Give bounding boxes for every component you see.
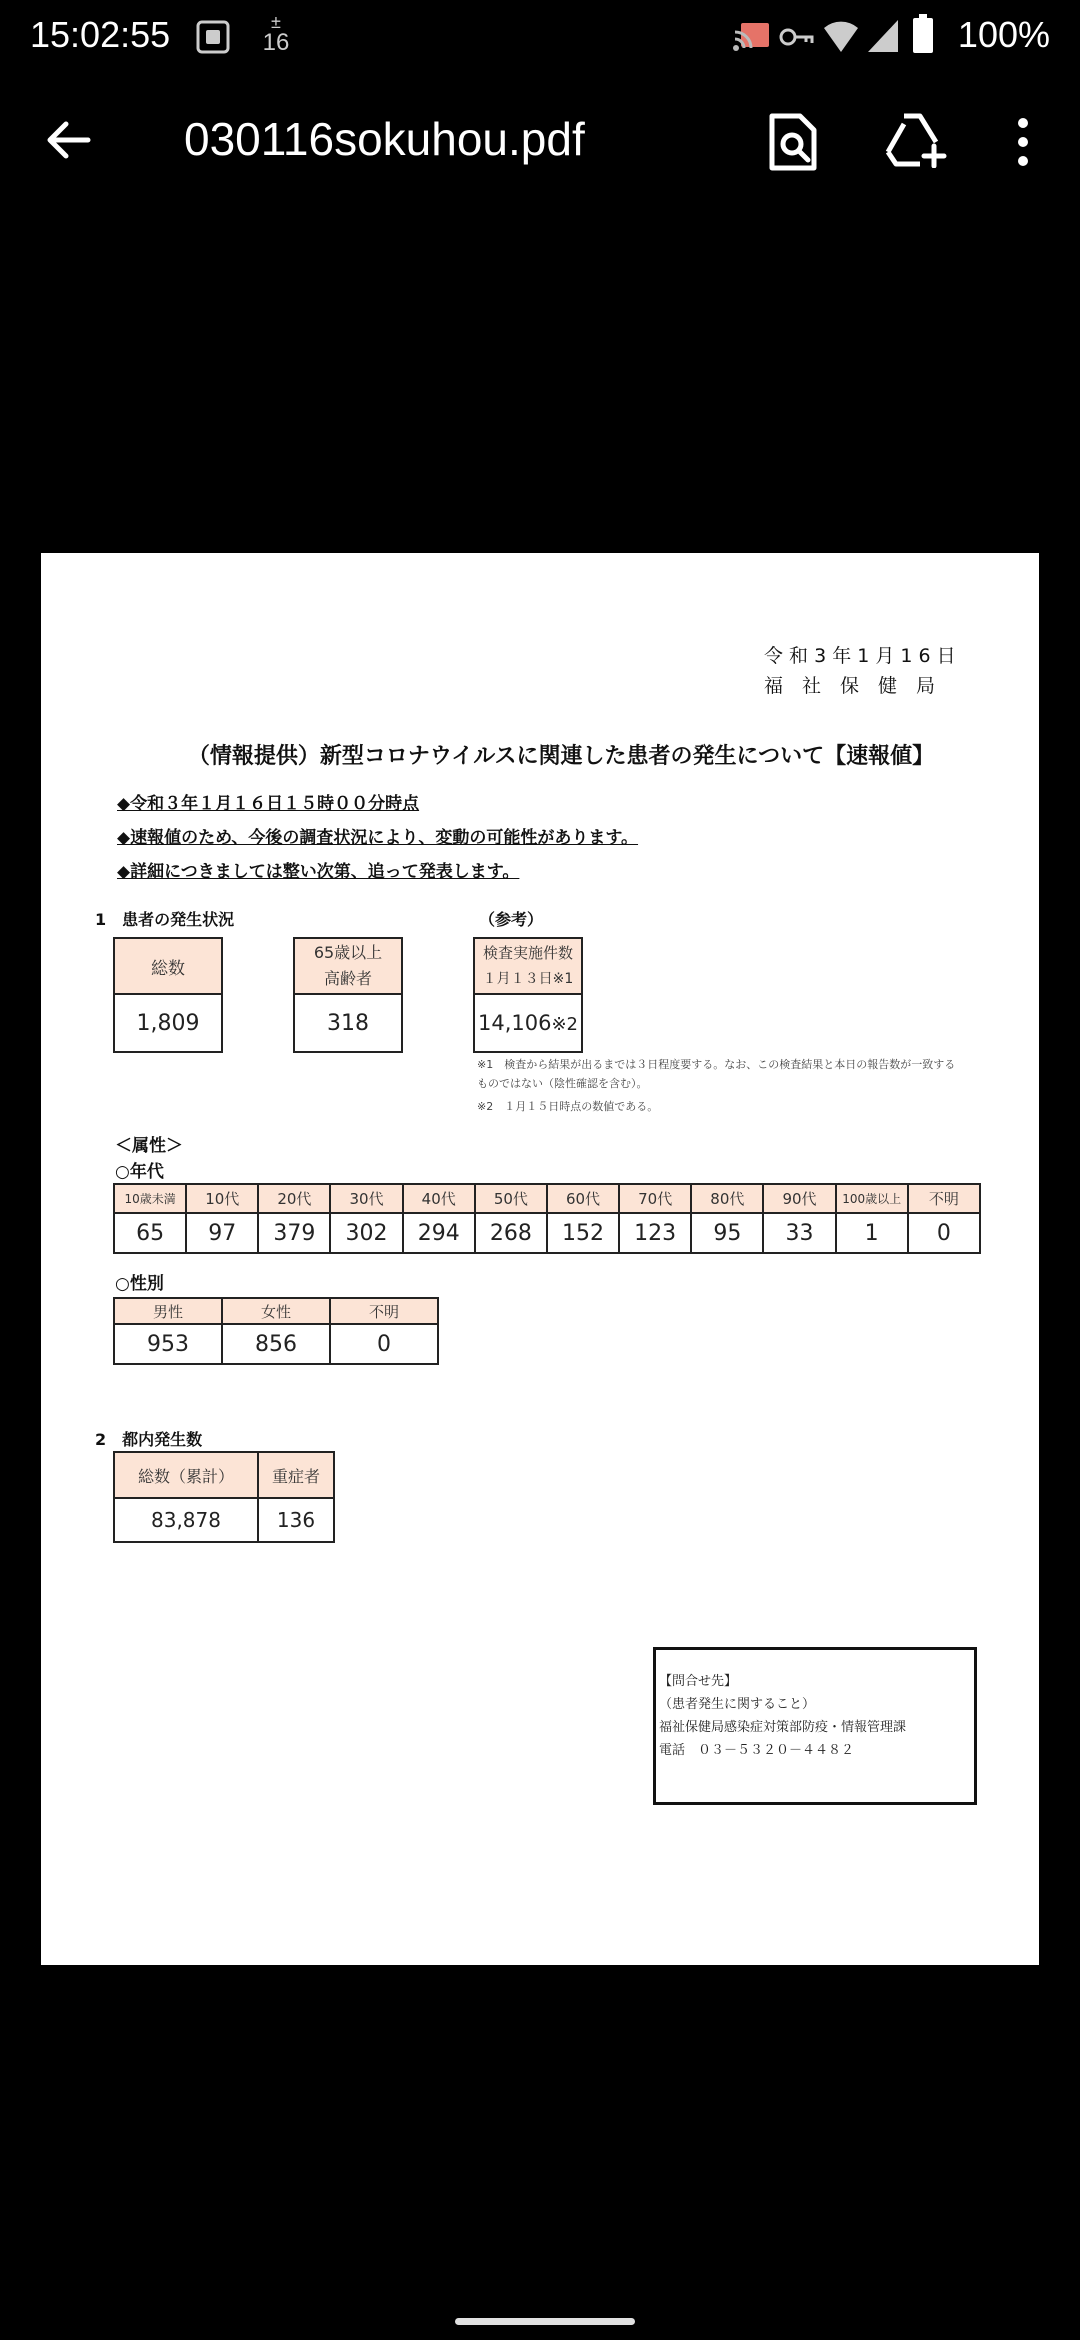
gender-header-cell: 男性 xyxy=(114,1298,222,1324)
vpn-key-icon xyxy=(778,22,816,52)
elderly-header-line2: 高齢者 xyxy=(323,969,372,988)
cumulative-value: 83,878 xyxy=(114,1498,258,1542)
total-header: 総数 xyxy=(114,938,222,994)
age-value-cell: 95 xyxy=(691,1213,763,1253)
more-options-icon[interactable] xyxy=(1010,116,1036,168)
total-table xyxy=(113,937,223,1053)
cumulative-table xyxy=(113,1451,335,1543)
gender-header-cell: 不明 xyxy=(330,1298,438,1324)
battery-percent: 100% xyxy=(957,14,1050,55)
gender-header-cell: 女性 xyxy=(222,1298,330,1324)
gender-value-cell: 0 xyxy=(330,1324,438,1364)
tests-value-mark: ※2 xyxy=(551,1014,579,1035)
cumulative-header: 総数（累計） xyxy=(114,1452,258,1498)
age-header-cell: 90代 xyxy=(763,1184,835,1213)
age-header-cell: 20代 xyxy=(258,1184,330,1213)
section2-heading: 2 都内発生数 xyxy=(95,1430,203,1449)
contact-department: 福祉保健局感染症対策部防疫・情報管理課 xyxy=(659,1720,907,1735)
age-header-cell: 40代 xyxy=(403,1184,475,1213)
age-value-cell: 97 xyxy=(186,1213,258,1253)
age-value-cell: 1 xyxy=(836,1213,908,1253)
note2: ※2 １月１５日時点の数値である。 xyxy=(477,1100,659,1113)
age-header-row xyxy=(114,1184,980,1213)
elderly-table xyxy=(293,937,403,1053)
document-date: 令 和 3 年 1 月 1 6 日 xyxy=(764,645,956,667)
age-value-cell: 379 xyxy=(258,1213,330,1253)
bullet-details: ◆詳細につきましては整い次第、追って発表します。 xyxy=(117,862,520,882)
tests-header-line2: １月１３日※1 xyxy=(482,971,574,987)
elderly-header xyxy=(294,938,402,994)
screenshot-icon xyxy=(196,20,230,54)
document-heading: （情報提供）新型コロナウイルスに関連した患者の発生について【速報値】 xyxy=(187,744,935,769)
gender-header-row xyxy=(114,1298,438,1324)
add-to-drive-icon[interactable] xyxy=(884,112,950,168)
wifi-icon xyxy=(822,18,860,54)
reference-label: （参考） xyxy=(479,910,544,929)
contact-subject: （患者発生に関すること） xyxy=(659,1697,816,1712)
age-header-cell: 60代 xyxy=(547,1184,619,1213)
battery-icon xyxy=(912,14,934,54)
age-value-row xyxy=(114,1213,980,1253)
total-value: 1,809 xyxy=(114,994,222,1052)
severe-header: 重症者 xyxy=(258,1452,334,1498)
age-header-cell: 100歳以上 xyxy=(836,1184,908,1213)
severe-value: 136 xyxy=(258,1498,334,1542)
gender-value-cell: 856 xyxy=(222,1324,330,1364)
back-arrow-icon[interactable] xyxy=(40,112,96,168)
contact-title: 【問合せ先】 xyxy=(659,1674,738,1689)
find-in-file-icon[interactable] xyxy=(766,112,820,172)
age-value-cell: 152 xyxy=(547,1213,619,1253)
age-value-cell: 65 xyxy=(114,1213,186,1253)
gender-value-cell: 953 xyxy=(114,1324,222,1364)
notification-badge-icon: ± 16 xyxy=(262,12,290,56)
tests-value-cell xyxy=(474,994,582,1052)
elderly-value: 318 xyxy=(294,994,402,1052)
cast-icon xyxy=(733,20,771,54)
age-label: ○年代 xyxy=(115,1162,164,1182)
age-value-cell: 123 xyxy=(619,1213,691,1253)
tests-table xyxy=(473,937,583,1053)
age-value-cell: 302 xyxy=(330,1213,402,1253)
note1-line1: ※1 検査から結果が出るまでは３日程度要する。なお、この検査結果と本日の報告数が一致する xyxy=(477,1058,956,1071)
contact-box xyxy=(653,1647,977,1805)
age-value-cell: 33 xyxy=(763,1213,835,1253)
contact-phone: 電話 ０３－５３２０－４４８２ xyxy=(659,1743,855,1758)
document-title: 030116sokuhou.pdf xyxy=(184,113,585,165)
age-header-cell: 不明 xyxy=(908,1184,980,1213)
pdf-page[interactable] xyxy=(41,553,1039,1965)
section1-heading: 1 患者の発生状況 xyxy=(95,910,235,929)
bullet-preliminary: ◆速報値のため、今後の調査状況により、変動の可能性があります。 xyxy=(117,828,639,848)
tests-header xyxy=(474,938,582,994)
gender-label: ○性別 xyxy=(115,1274,164,1294)
tests-header-line1: 検査実施件数 xyxy=(482,944,573,962)
document-issuer: 福 社 保 健 局 xyxy=(764,675,936,697)
gender-table xyxy=(113,1297,439,1365)
age-value-cell: 268 xyxy=(475,1213,547,1253)
signal-icon xyxy=(866,18,900,54)
gender-value-row xyxy=(114,1324,438,1364)
age-header-cell: 10歳未満 xyxy=(114,1184,186,1213)
age-header-cell: 50代 xyxy=(475,1184,547,1213)
age-table xyxy=(113,1183,981,1254)
attributes-label: ＜属性＞ xyxy=(115,1136,183,1156)
age-header-cell: 10代 xyxy=(186,1184,258,1213)
age-header-cell: 80代 xyxy=(691,1184,763,1213)
note1-line2: ものではない（陰性確認を含む）。 xyxy=(477,1077,648,1090)
status-time: 15:02:55 xyxy=(30,14,171,55)
home-indicator[interactable] xyxy=(455,2318,635,2325)
age-header-cell: 30代 xyxy=(330,1184,402,1213)
age-value-cell: 0 xyxy=(908,1213,980,1253)
elderly-header-line1: 65歳以上 xyxy=(313,943,383,962)
age-value-cell: 294 xyxy=(403,1213,475,1253)
bullet-time: ◆令和３年１月１６日１５時００分時点 xyxy=(117,794,420,814)
age-header-cell: 70代 xyxy=(619,1184,691,1213)
tests-value: 14,106 xyxy=(477,1011,552,1035)
